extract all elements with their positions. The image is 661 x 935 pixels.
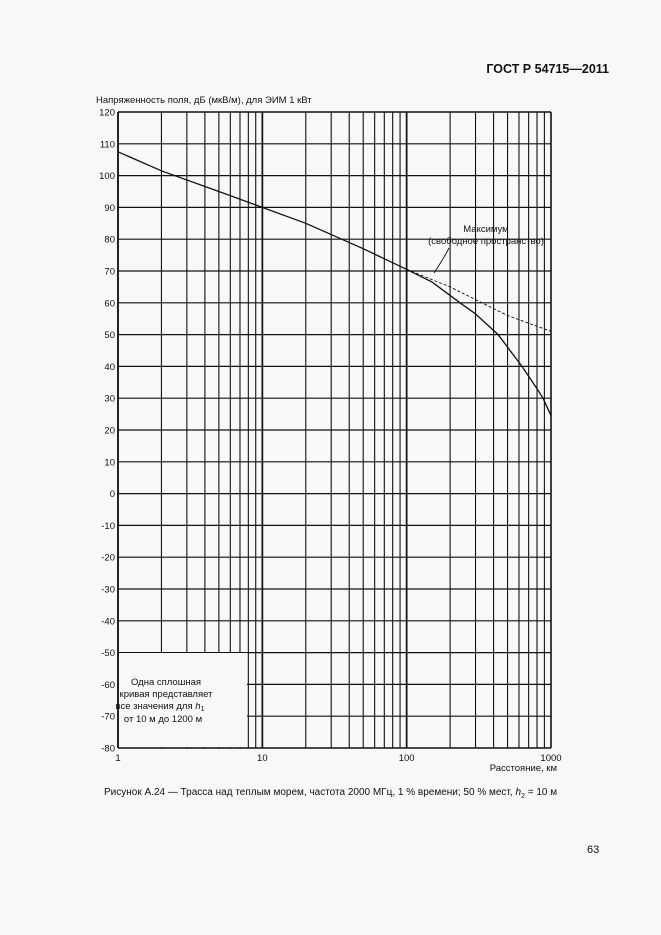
max-label-line2: (свободное пространство)	[428, 236, 544, 247]
note-line-1: Одна сплошная	[130, 677, 202, 688]
max-label-arrow	[434, 248, 449, 273]
x-tick-label: 100	[398, 753, 415, 764]
page-number: 63	[587, 844, 600, 856]
y-tick-label: -50	[101, 648, 115, 660]
figure-caption: Рисунок А.24 — Трасса над теплым морем, частота 2000 МГц, 1 % времени; 50 % мест, $h_2 = 10$ м	[104, 787, 558, 800]
y-tick-label: 110	[99, 139, 115, 151]
y-tick-label: 30	[104, 393, 115, 405]
y-tick-label: -80	[101, 743, 115, 755]
x-axis-label: Расстояние, км	[489, 763, 557, 774]
y-axis-label: Напряженность поля, дБ (мкВ/м), для ЭИМ 1 кВт	[96, 95, 312, 106]
x-tick-label: 1000	[540, 753, 562, 764]
y-tick-label: -70	[101, 711, 115, 723]
y-tick-label: 70	[104, 266, 115, 278]
y-tick-label: 0	[109, 489, 115, 501]
y-tick-label: 100	[99, 171, 115, 183]
y-tick-label: -30	[101, 584, 115, 596]
grid	[115, 112, 551, 748]
x-tick-label: 10	[257, 753, 268, 764]
curves	[118, 152, 551, 416]
y-tick-label: 90	[104, 202, 115, 214]
y-tick-label: -60	[101, 679, 115, 691]
note-line-3: все значения для $h_1$	[115, 701, 205, 713]
y-tick-label: -20	[101, 552, 115, 564]
series-dashed-line	[407, 269, 551, 331]
standard-header: ГОСТ Р 54715—2011	[486, 62, 609, 76]
y-tick-label: 20	[104, 425, 115, 437]
note-line-2: кривая представляет	[119, 689, 213, 700]
y-tick-label: 50	[104, 330, 115, 342]
y-tick-label: 40	[104, 361, 115, 373]
max-label-line1: Максимум	[463, 224, 509, 235]
y-tick-label: 10	[104, 457, 115, 469]
y-tick-label: -40	[101, 616, 115, 628]
note-box	[119, 653, 247, 747]
y-tick-label: 60	[104, 298, 115, 310]
x-tick-label: 1	[115, 753, 121, 764]
note-line-4: от 10 м до 1200 м	[123, 714, 203, 725]
series-solid-line	[118, 152, 551, 416]
y-tick-label: 120	[99, 107, 115, 119]
y-tick-label: -10	[101, 520, 115, 532]
y-tick-label: 80	[104, 234, 115, 246]
